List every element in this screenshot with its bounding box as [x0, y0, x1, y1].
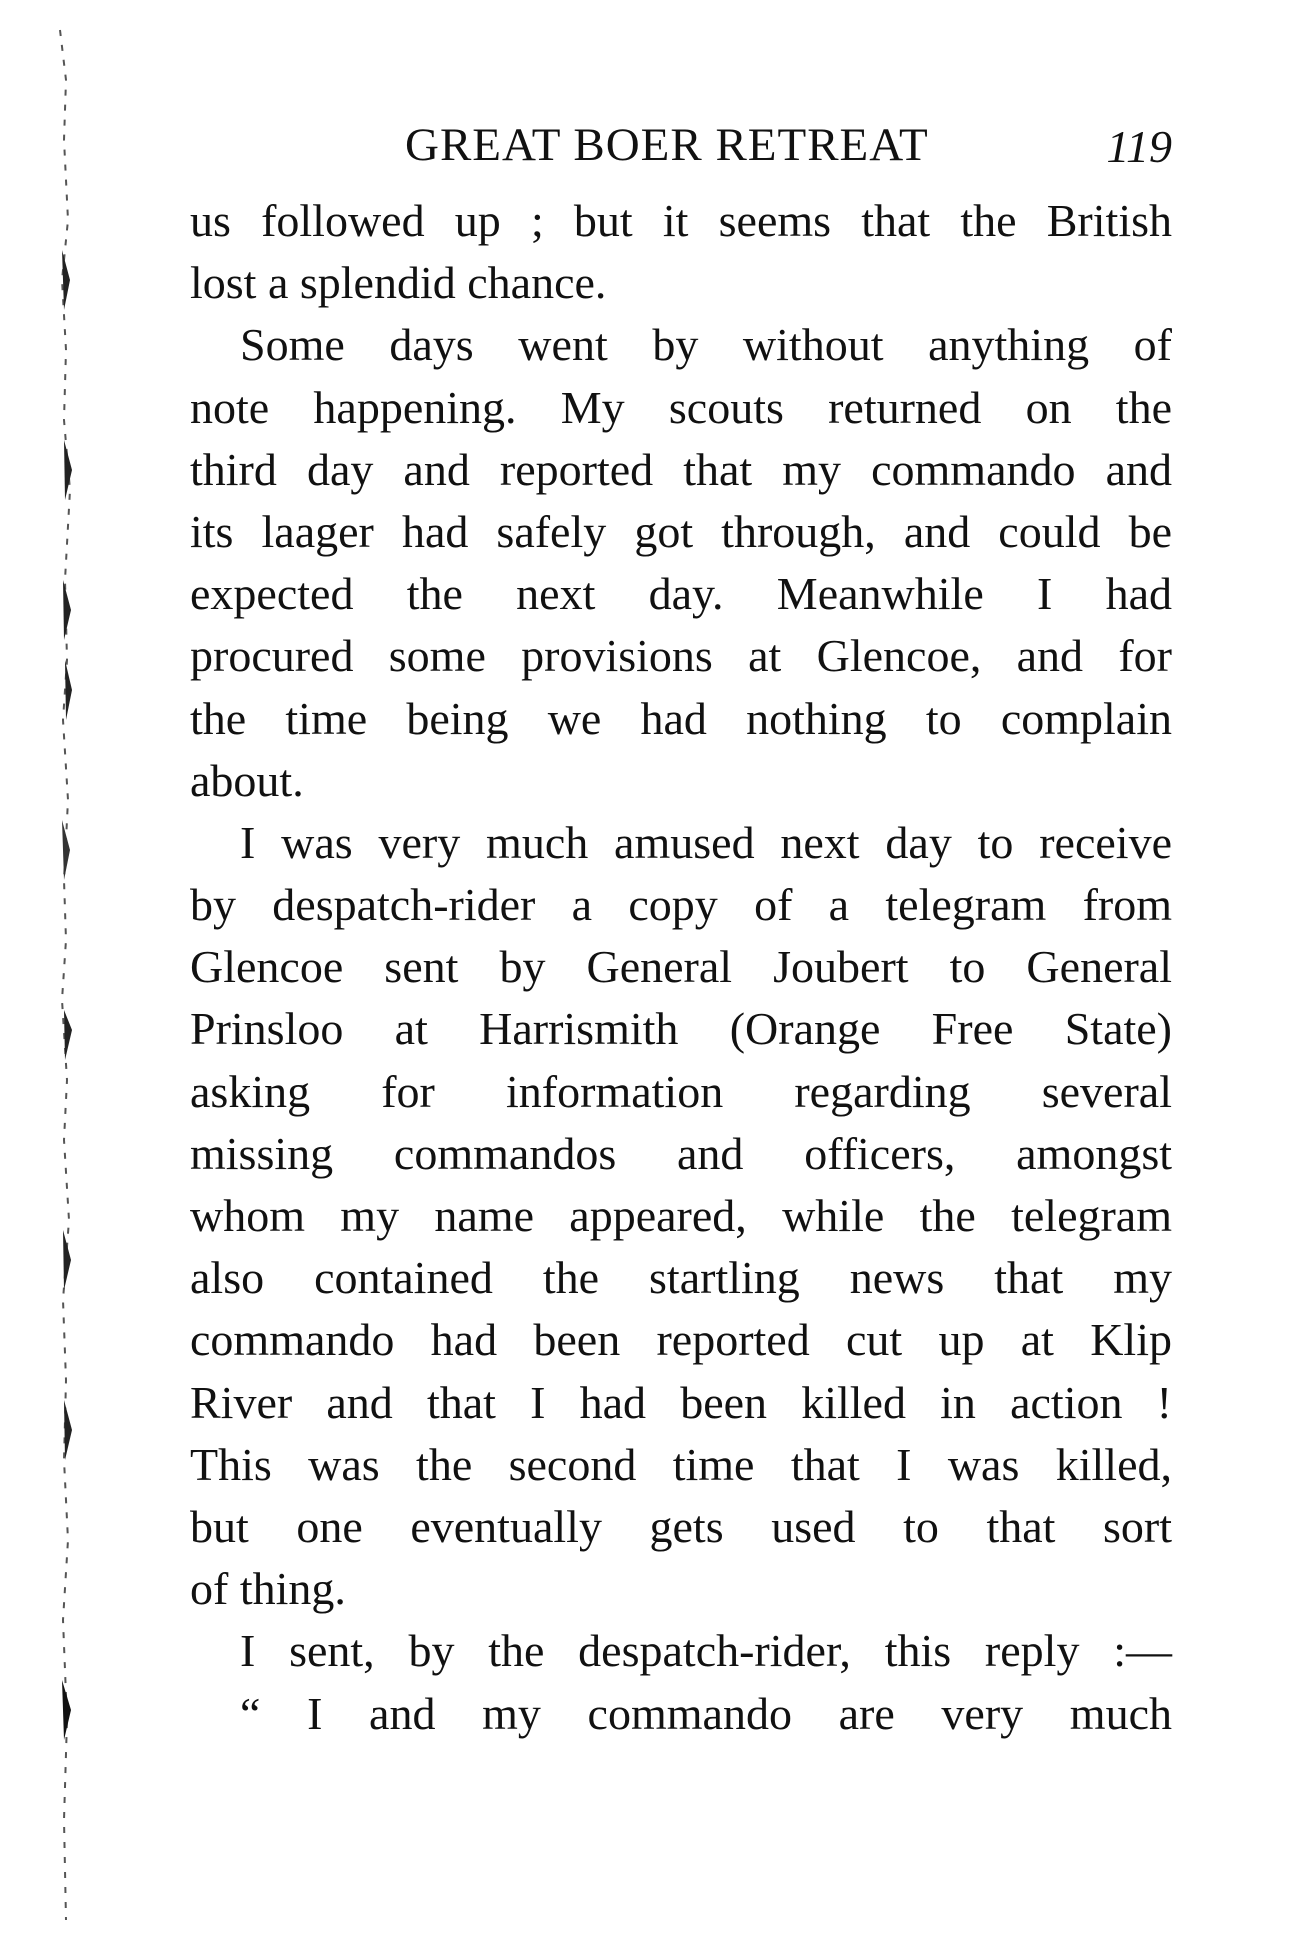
text-line: the time being we had nothing to complain — [190, 692, 1172, 744]
page-number: 119 — [1106, 121, 1172, 172]
text-line: This was the second time that I was killed, — [190, 1438, 1172, 1490]
text-line: whom my name appeared, while the telegram — [190, 1190, 1172, 1241]
text-line: procured some provisions at Glencoe, and for — [190, 630, 1172, 682]
text-line: note happening. My scouts returned on the — [190, 381, 1172, 433]
text-line: I sent, by the despatch-rider, this reply :— — [240, 1625, 1172, 1677]
text-line: by despatch-rider a copy of a telegram from — [190, 879, 1172, 931]
text-line: about. — [190, 754, 304, 806]
text-line: “ I and my commando are very much — [240, 1687, 1172, 1739]
text-line: River and that I had been killed in action ! — [190, 1376, 1172, 1428]
text-line: asking for information regarding several — [190, 1065, 1172, 1117]
text-line: Some days went by without anything of — [240, 319, 1172, 371]
text-line: also contained the startling news that my — [190, 1252, 1172, 1304]
text-line: Prinsloo at Harrismith (Orange Free State) — [190, 1003, 1172, 1055]
text-line: lost a splendid chance. — [190, 257, 607, 309]
text-line: us followed up ; but it seems that the British — [190, 195, 1172, 246]
text-line: its laager had safely got through, and could be — [190, 505, 1172, 557]
text-line: missing commandos and officers, amongst — [190, 1127, 1172, 1179]
text-line: of thing. — [190, 1563, 346, 1615]
text-line: commando had been reported cut up at Klip — [190, 1314, 1172, 1366]
running-head: GREAT BOER RETREAT — [405, 119, 929, 171]
text-line: expected the next day. Meanwhile I had — [190, 568, 1172, 620]
text-line: third day and reported that my commando and — [190, 443, 1172, 495]
text-line: Glencoe sent by General Joubert to General — [190, 941, 1172, 993]
text-line: I was very much amused next day to receive — [240, 816, 1172, 868]
text-line: but one eventually gets used to that sort — [190, 1500, 1172, 1552]
body-text — [190, 190, 1172, 1745]
scanned-page-edge — [52, 20, 80, 1940]
page-header — [190, 118, 1172, 178]
